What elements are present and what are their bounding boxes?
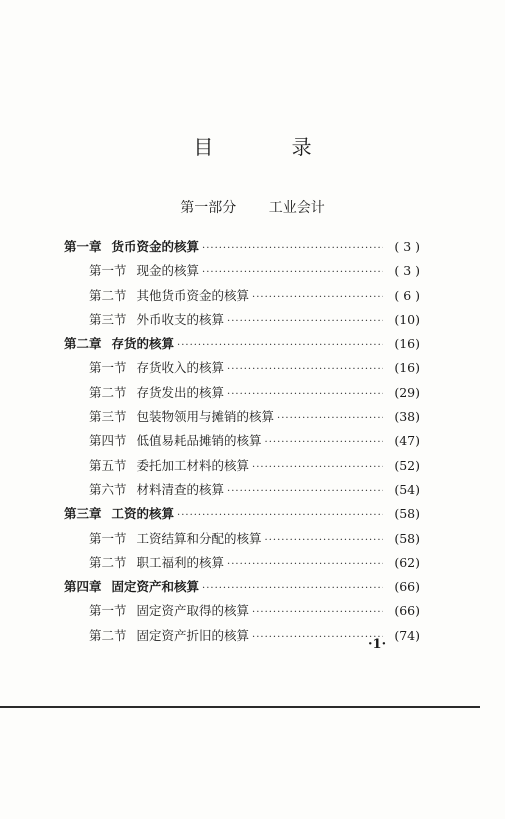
dot-leader	[227, 389, 383, 400]
entry-title: 包装物领用与摊销的核算	[136, 409, 275, 425]
toc-chapter-entry	[64, 334, 420, 358]
part-number: 第一部分	[180, 200, 237, 216]
entry-page: (47)	[394, 433, 420, 449]
entry-title: 其他货币资金的核算	[136, 287, 250, 303]
divider	[0, 706, 480, 708]
dot-leader	[277, 413, 383, 424]
entry-page: (74)	[394, 627, 420, 643]
entry-page: (52)	[394, 457, 420, 473]
entry-number: 第二节	[89, 627, 127, 643]
entry-title: 现金的核算	[136, 263, 200, 279]
toc-section-entry	[64, 601, 420, 625]
entry-page: (58)	[394, 506, 420, 522]
toc-section-entry	[64, 553, 420, 577]
dot-leader	[252, 462, 383, 473]
dot-leader	[177, 340, 383, 351]
entry-number: 第三章	[64, 506, 102, 522]
entry-title: 固定资产折旧的核算	[136, 627, 250, 643]
entry-page: (54)	[394, 481, 420, 497]
entry-number: 第六节	[89, 481, 127, 497]
toc-section-entry	[64, 480, 420, 504]
entry-number: 第一节	[89, 360, 127, 376]
entry-page: (66)	[394, 603, 420, 619]
entry-number: 第五节	[89, 457, 127, 473]
page-number: ·1·	[368, 637, 387, 652]
entry-page: (16)	[394, 336, 420, 352]
toc-section-entry	[64, 529, 420, 553]
toc-section-entry	[64, 383, 420, 407]
part-heading	[0, 197, 505, 217]
entry-number: 第二节	[89, 287, 127, 303]
table-of-contents	[64, 237, 420, 650]
entry-page: (38)	[394, 409, 420, 425]
entry-page: ( 3 )	[394, 239, 420, 254]
entry-page: (62)	[394, 554, 420, 570]
entry-title: 存货发出的核算	[136, 384, 225, 400]
dot-leader	[227, 316, 383, 327]
toc-section-entry	[64, 456, 420, 480]
entry-number: 第二节	[89, 384, 127, 400]
entry-title: 低值易耗品摊销的核算	[136, 433, 262, 449]
dot-leader	[252, 632, 383, 643]
entry-number: 第一节	[89, 530, 127, 546]
entry-title: 工资结算和分配的核算	[136, 530, 262, 546]
entry-number: 第四节	[89, 433, 127, 449]
entry-page: ( 3 )	[394, 263, 420, 279]
dot-leader	[227, 364, 383, 375]
dot-leader	[202, 243, 383, 254]
toc-section-entry	[64, 286, 420, 310]
entry-title: 货币资金的核算	[111, 239, 200, 254]
dot-leader	[177, 510, 383, 521]
toc-section-entry	[64, 358, 420, 382]
entry-page: (29)	[394, 384, 420, 400]
entry-page: (58)	[394, 530, 420, 546]
entry-title: 存货收入的核算	[136, 360, 225, 376]
entry-number: 第三节	[89, 311, 127, 327]
entry-title: 存货的核算	[111, 336, 175, 352]
toc-chapter-entry	[64, 504, 420, 528]
entry-number: 第二章	[64, 336, 102, 352]
entry-title: 固定资产取得的核算	[136, 603, 250, 619]
toc-chapter-entry	[64, 577, 420, 601]
dot-leader	[227, 486, 383, 497]
entry-title: 委托加工材料的核算	[136, 457, 250, 473]
entry-page: ( 6 )	[394, 287, 420, 303]
dot-leader	[202, 267, 383, 278]
entry-page: (66)	[394, 579, 420, 595]
entry-number: 第二节	[89, 554, 127, 570]
entry-title: 固定资产和核算	[111, 579, 200, 595]
toc-section-entry	[64, 431, 420, 455]
toc-section-entry	[64, 407, 420, 431]
entry-title: 职工福利的核算	[136, 554, 225, 570]
dot-leader	[265, 437, 383, 448]
entry-number: 第一节	[89, 263, 127, 279]
entry-title: 工资的核算	[111, 506, 175, 522]
entry-title: 材料清查的核算	[136, 481, 225, 497]
entry-page: (10)	[394, 311, 420, 327]
part-name: 工业会计	[268, 200, 325, 216]
dot-leader	[252, 607, 383, 618]
dot-leader	[252, 292, 383, 303]
entry-number: 第四章	[64, 579, 102, 595]
entry-number: 第一节	[89, 603, 127, 619]
dot-leader	[265, 535, 383, 546]
dot-leader	[202, 583, 383, 594]
entry-number: 第三节	[89, 409, 127, 425]
toc-section-entry	[64, 310, 420, 334]
toc-chapter-entry	[64, 237, 420, 261]
toc-section-entry	[64, 626, 420, 650]
entry-number: 第一章	[64, 239, 102, 254]
toc-section-entry	[64, 261, 420, 285]
dot-leader	[227, 559, 383, 570]
entry-title: 外币收支的核算	[136, 311, 225, 327]
page-title: 目 录	[193, 135, 348, 159]
entry-page: (16)	[394, 360, 420, 376]
